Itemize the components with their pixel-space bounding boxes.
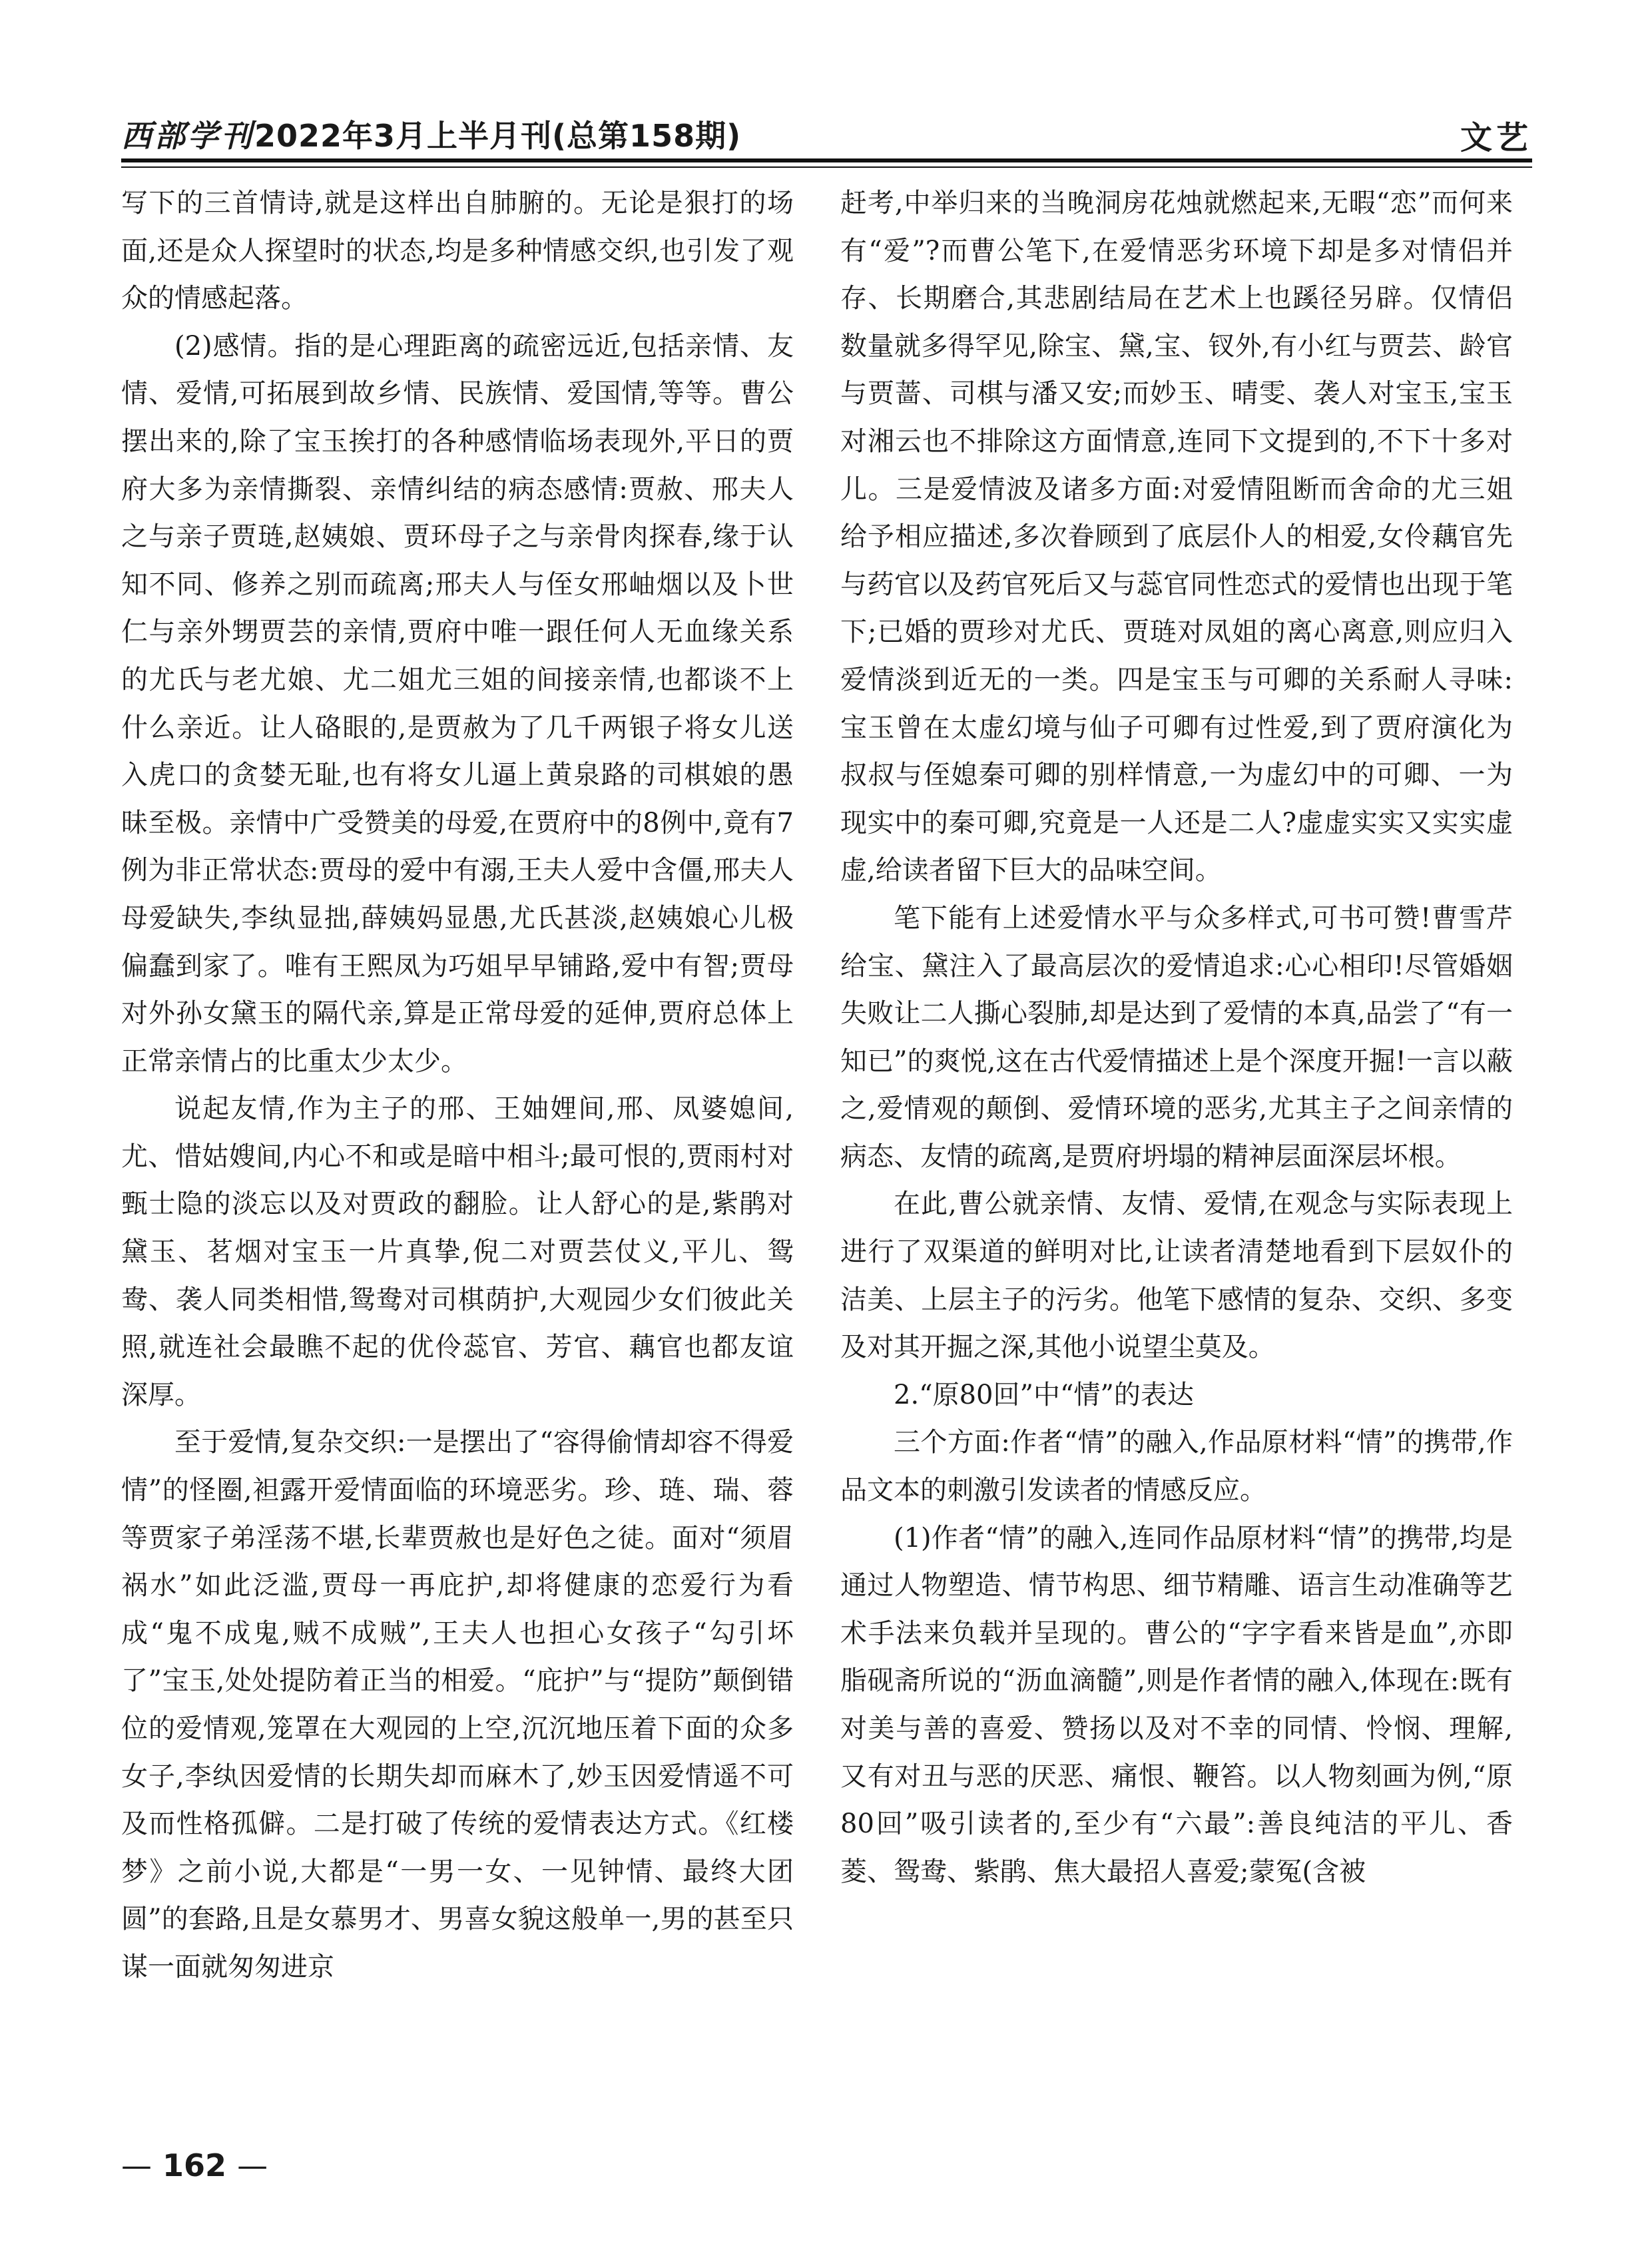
paragraph: 在此,曹公就亲情、友情、爱情,在观念与实际表现上进行了双渠道的鲜明对比,让读者清楚地看到下层奴仆的洁美、上层主子的污劣。他笔下感情的复杂、交织、多变及对其开掘之深,其他小说望尘莫及。 bbox=[840, 1189, 1513, 1363]
paragraph: 至于爱情,复杂交织:一是摆出了“容得偷情却容不得爱情”的怪圈,袒露开爱情面临的环境恶劣。珍、琏、瑞、蓉等贾家子弟淫荡不堪,长辈贾赦也是好色之徒。面对“须眉祸水”如此泛滥,贾母一再庇护,却将健康的恋爱行为看成“鬼不成鬼,贼不成贼”,王夫人也担心女孩子“勾引坏了”宝玉,处处提防着正当的相爱。“庇护”与“提防”颠倒错位的爱情观,笼罩在大观园的上空,沉沉地压着下面的众多女子,李纨因爱情的长期失却而麻木了,妙玉因爱情遥不可及而性格孤僻。二是打破了传统的爱情表达方式。《红楼梦》之前小说,大都是“一男一女、一见钟情、最终大团圆”的套路,且是女慕男才、男喜女貌这般单一,男的甚至只谋一面就匆匆进京 bbox=[121, 1427, 794, 1982]
issue-info: 2022年3月上半月刊(总第158期) bbox=[254, 118, 742, 154]
header-rule-thin bbox=[121, 166, 1532, 168]
paragraph: 写下的三首情诗,就是这样出自肺腑的。无论是狠打的场面,还是众人探望时的状态,均是多种情感交织,也引发了观众的情感起落。 bbox=[121, 188, 794, 314]
section-heading: 2.“原80回”中“情”的表达 bbox=[894, 1379, 1194, 1410]
footer-dash-right: — bbox=[237, 2147, 268, 2183]
left-column bbox=[121, 180, 794, 2044]
page-footer bbox=[121, 2147, 268, 2183]
section-label: 文艺 bbox=[1460, 119, 1532, 156]
journal-header bbox=[121, 112, 741, 156]
paragraph: (1)作者“情”的融入,连同作品原材料“情”的携带,均是通过人物塑造、情节构思、细节精雕、语言生动准确等艺术手法来负载并呈现的。曹公的“字字看来皆是血”,亦即脂砚斋所说的“沥血滴髓”,则是作者情的融入,体现在:既有对美与善的喜爱、赞扬以及对不幸的同情、怜悯、理解,又有对丑与恶的厌恶、痛恨、鞭笞。以人物刻画为例,“原80回”吸引读者的,至少有“六最”:善良纯洁的平儿、香菱、鸳鸯、紫鹃、焦大最招人喜爱;蒙冤(含被 bbox=[840, 1522, 1513, 1887]
paragraph: 笔下能有上述爱情水平与众多样式,可书可赞!曹雪芹给宝、黛注入了最高层次的爱情追求:心心相印!尽管婚姻失败让二人撕心裂肺,却是达到了爱情的本真,品尝了“有一知已”的爽悦,这在古代爱情描述上是个深度开掘!一言以蔽之,爱情观的颠倒、爱情环境的恶劣,尤其主子之间亲情的病态、友情的疏离,是贾府坍塌的精神层面深层坏根。 bbox=[840, 902, 1513, 1172]
header-rule bbox=[121, 158, 1532, 162]
paragraph: 赶考,中举归来的当晚洞房花烛就燃起来,无暇“恋”而何来有“爱”?而曹公笔下,在爱情恶劣环境下却是多对情侣并存、长期磨合,其悲剧结局在艺术上也蹊径另辟。仅情侣数量就多得罕见,除宝、黛,宝、钗外,有小红与贾芸、龄官与贾蔷、司棋与潘又安;而妙玉、晴雯、袭人对宝玉,宝玉对湘云也不排除这方面情意,连同下文提到的,不下十多对儿。三是爱情波及诸多方面:对爱情阻断而舍命的尤三姐给予相应描述,多次眷顾到了底层仆人的相爱,女伶藕官先与药官以及药官死后又与蕊官同性恋式的爱情也出现于笔下;已婚的贾珍对尤氏、贾琏对凤姐的离心离意,则应归入爱情淡到近无的一类。四是宝玉与可卿的关系耐人寻味:宝玉曾在太虚幻境与仙子可卿有过性爱,到了贾府演化为叔叔与侄媳秦可卿的别样情意,一为虚幻中的可卿、一为现实中的秦可卿,究竟是一人还是二人?虚虚实实又实实虚虚,给读者留下巨大的品味空间。 bbox=[840, 188, 1513, 886]
footer-dash-left: — bbox=[121, 2147, 152, 2183]
paragraph: 三个方面:作者“情”的融入,作品原材料“情”的携带,作品文本的刺激引发读者的情感反应。 bbox=[840, 1427, 1513, 1506]
page-header bbox=[0, 0, 1652, 173]
paragraph: (2)感情。指的是心理距离的疏密远近,包括亲情、友情、爱情,可拓展到故乡情、民族情、爱国情,等等。曹公摆出来的,除了宝玉挨打的各种感情临场表现外,平日的贾府大多为亲情撕裂、亲情纠结的病态感情:贾赦、邢夫人之与亲子贾琏,赵姨娘、贾环母子之与亲骨肉探春,缘于认知不同、修养之别而疏离;邢夫人与侄女邢岫烟以及卜世仁与亲外甥贾芸的亲情,贾府中唯一跟任何人无血缘关系的尤氏与老尤娘、尤二姐尤三姐的间接亲情,也都谈不上什么亲近。让人硌眼的,是贾赦为了几千两银子将女儿送入虎口的贪婪无耻,也有将女儿逼上黄泉路的司棋娘的愚昧至极。亲情中广受赞美的母爱,在贾府中的8例中,竟有7例为非正常状态:贾母的爱中有溺,王夫人爱中含僵,邢夫人母爱缺失,李纨显拙,薛姨妈显愚,尤氏甚淡,赵姨娘心儿极偏蠢到家了。唯有王熙凤为巧姐早早铺路,爱中有智;贾母对外孙女黛玉的隔代亲,算是正常母爱的延伸,贾府总体上正常亲情占的比重太少太少。 bbox=[121, 330, 794, 1077]
journal-logo: 西部学刊 bbox=[121, 118, 254, 154]
paragraph: 说起友情,作为主子的邢、王妯娌间,邢、凤婆媳间,尤、惜姑嫂间,内心不和或是暗中相斗;最可恨的,贾雨村对甄士隐的淡忘以及对贾政的翻脸。让人舒心的是,紫鹃对黛玉、茗烟对宝玉一片真挚,倪二对贾芸仗义,平儿、鸳鸯、袭人同类相惜,鸳鸯对司棋荫护,大观园少女们彼此关照,就连社会最瞧不起的优伶蕊官、芳官、藕官也都友谊深厚。 bbox=[121, 1093, 794, 1410]
page-number: 162 bbox=[162, 2147, 227, 2183]
right-column bbox=[840, 180, 1513, 2044]
